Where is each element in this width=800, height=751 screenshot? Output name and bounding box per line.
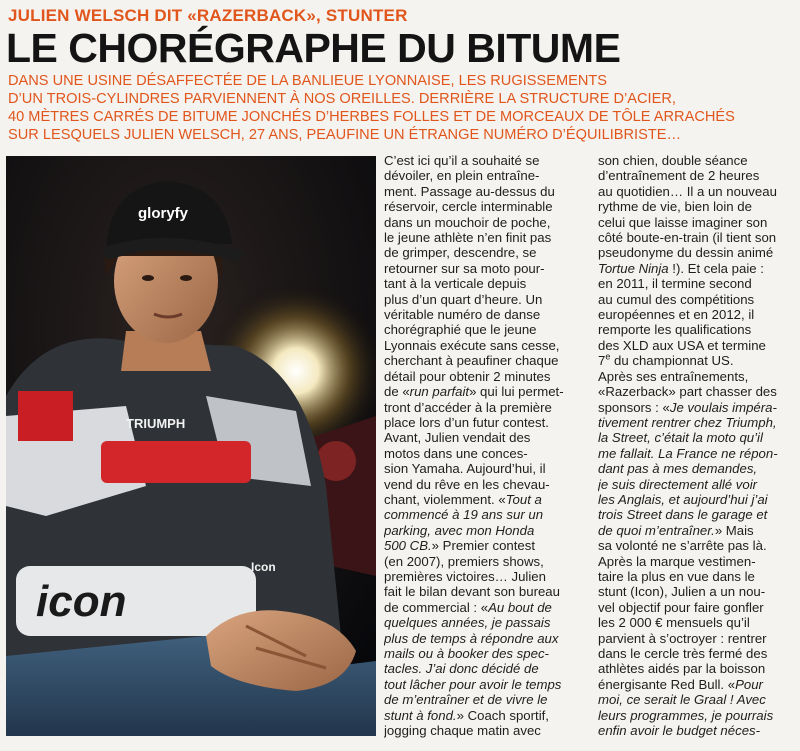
text-line: la Street, c’était la moto qu’il	[598, 430, 763, 446]
text-line: leurs programmes, je pourrais	[598, 707, 774, 723]
text-line: premières victoires… Julien	[384, 568, 546, 584]
text-line: motos dans une conces-	[384, 445, 528, 461]
text-run: du championnat US.	[610, 353, 734, 369]
text-line: enfin avoir le budget néces-	[598, 723, 761, 739]
italic-run: Je voulais impéra-	[669, 399, 777, 415]
standfirst-line: D’UN TROIS-CYLINDRES PARVIENNENT À NOS OREILLES. DERRIÈRE LA STRUCTURE D’ACIER,	[8, 91, 676, 107]
text-line	[598, 523, 794, 538]
text-line: tant à la verticale depuis	[384, 276, 527, 292]
text-line: en 2011, il termine second	[598, 276, 752, 292]
article-photo	[6, 156, 376, 736]
standfirst-line: DANS UNE USINE DÉSAFFECTÉE DE LA BANLIEUE LYONNAISE, LES RUGISSEMENTS	[8, 73, 608, 89]
text-line: de grimper, descendre, se	[384, 245, 537, 261]
text-line	[384, 384, 596, 399]
text-line: plus d’un quart d’heure. Un	[384, 291, 543, 307]
text-line	[384, 492, 596, 507]
text-line: véritable numéro de danse	[384, 307, 541, 323]
text-line: plus de temps à répondre aux	[384, 630, 559, 646]
article-column-1	[384, 153, 596, 738]
text-line: commencé à 19 ans sur un	[384, 507, 544, 523]
sleeve-logo: icon	[36, 577, 127, 626]
text-run: de commercial : «	[384, 599, 489, 615]
text-line: au quotidien… Il a un nouveau	[598, 183, 777, 199]
standfirst-line: 40 MÈTRES CARRÉS DE BITUME JONCHÉS D’HERBES FOLLES ET DE MORCEAUX DE TÔLE ARRACHÉS	[8, 109, 735, 125]
text-line: Avant, Julien vendait des	[384, 430, 531, 446]
text-line: tivement rentrer chez Triumph,	[598, 414, 777, 430]
text-line: dévoiler, en plein entraîne-	[384, 168, 540, 184]
text-run: sponsors : «	[598, 399, 670, 415]
text-line: les 2 000 € mensuels qu’il	[598, 615, 750, 631]
text-line	[384, 538, 596, 553]
text-line: tout lâcher pour avoir le temps	[384, 676, 562, 692]
italic-run: de quoi m’entraîner.	[598, 522, 715, 538]
text-line: vend du rêve en les chevau-	[384, 476, 550, 492]
text-line: trois Street dans le garage et	[598, 507, 768, 523]
text-line: les Anglais, et aujourd’hui j’ai	[598, 491, 768, 507]
text-line: Après ses entraînements,	[598, 368, 749, 384]
text-line	[384, 600, 596, 615]
ordinal-suffix: e	[605, 353, 611, 362]
text-line: tacles. J’ai donc décidé de	[384, 661, 539, 677]
red-graphic	[18, 391, 73, 441]
text-line: sa volonté ne s’arrête pas là.	[598, 538, 767, 554]
text-line: quelques années, je passais	[384, 615, 551, 631]
text-run: de «	[384, 384, 410, 400]
text-line: place lors d’un futur contest.	[384, 414, 549, 430]
text-line: le jeune athlète n’en finit pas	[384, 230, 552, 246]
kicker: JULIEN WELSCH DIT «RAZERBACK», STUNTER	[8, 6, 408, 25]
standfirst	[8, 72, 794, 144]
text-line: taire la plus en vue dans le	[598, 568, 755, 584]
text-run: !). Et cela paie :	[668, 260, 764, 276]
text-line	[384, 708, 596, 723]
text-line	[598, 677, 794, 692]
text-line: athlètes aidés par la boisson	[598, 661, 766, 677]
text-run: » Premier contest	[431, 538, 535, 554]
text-line: dans le cercle très fermé des	[598, 646, 768, 661]
text-line: réservoir, cercle interminable	[384, 199, 553, 215]
text-line: rythme de vie, bien loin de	[598, 199, 752, 215]
italic-run: Au bout de	[488, 599, 552, 615]
eye	[142, 275, 154, 281]
text-line: au cumul des compétitions	[598, 291, 755, 307]
text-line: d’entraînement de 2 heures	[598, 168, 760, 184]
text-line: dant pas à mes demandes,	[598, 461, 758, 477]
text-line: stunt (Icon), Julien a un nou-	[598, 584, 766, 600]
italic-run: stunt à fond.	[384, 707, 457, 723]
text-line: détail pour obtenir 2 minutes	[384, 368, 551, 384]
text-line: parking, avec mon Honda	[384, 522, 535, 538]
eye	[180, 275, 192, 281]
text-line	[598, 400, 794, 415]
text-line: ment. Passage au-dessus du	[384, 183, 555, 199]
text-run: » Coach sportif,	[456, 707, 549, 723]
italic-run: run parfait	[409, 384, 470, 400]
text-line: vel objectif pour faire gonfler	[598, 599, 764, 615]
text-line: côté boute-en-train (il tient son	[598, 230, 777, 246]
text-line: dans un mouchoir de poche,	[384, 214, 551, 230]
text-line: «Razerback» part chasser des	[598, 384, 777, 400]
text-line: celui que laisse imaginer son	[598, 214, 768, 230]
text-line: me fallait. La France ne répon-	[598, 445, 778, 461]
text-line: parvient à s’octroyer : rentrer	[598, 630, 767, 646]
text-line: jogging chaque matin avec	[384, 723, 541, 739]
text-line: mails ou à booker des spec-	[384, 646, 549, 661]
text-line: remporte les qualifications	[598, 322, 752, 338]
sleeve-brand: Icon	[251, 560, 276, 574]
text-run: énergisante Red Bull. «	[598, 676, 736, 692]
text-line: chorégraphié que le jeune	[384, 322, 537, 338]
text-line	[598, 261, 794, 276]
italic-run: 500 CB.	[384, 538, 432, 554]
text-line: de m’entraîner et de vivre le	[384, 692, 548, 708]
text-run: » Mais	[714, 522, 754, 538]
text-line: retourner sur sa moto pour-	[384, 260, 545, 276]
headline: LE CHORÉGRAPHE DU BITUME	[6, 25, 621, 71]
text-line	[598, 353, 794, 368]
text-line: sion Yamaha. Aujourd’hui, il	[384, 461, 546, 477]
red-graphic	[101, 441, 251, 483]
text-line: des XLD aux USA et termine	[598, 337, 766, 353]
text-line: européennes et en 2012, il	[598, 307, 755, 323]
text-run: 7	[598, 353, 606, 369]
text-line: son chien, double séance	[598, 153, 748, 168]
text-line: pseudonyme du dessin animé	[598, 245, 774, 261]
jacket-brand: TRIUMPH	[126, 416, 186, 431]
text-line: fait le bilan devant son bureau	[384, 584, 560, 600]
italic-run: Pour	[735, 676, 763, 692]
cap-logo: gloryfy	[138, 205, 189, 222]
text-run: chant, violemment. «	[384, 491, 506, 507]
text-line: (en 2007), premiers shows,	[384, 553, 544, 569]
article-column-2	[598, 153, 794, 738]
text-line: C’est ici qu’il a souhaité se	[384, 153, 540, 168]
text-line: je suis directement allé voir	[598, 476, 758, 492]
text-run: » qui lui permet-	[469, 384, 564, 400]
italic-run: Tout a	[505, 491, 542, 507]
text-line: Après la marque vestimen-	[598, 553, 756, 569]
text-line: cherchant à peaufiner chaque	[384, 353, 559, 369]
standfirst-line: SUR LESQUELS JULIEN WELSCH, 27 ANS, PEAUFINE UN ÉTRANGE NUMÉRO D’ÉQUILIBRISTE…	[8, 127, 682, 143]
text-line: Lyonnais exécute sans cesse,	[384, 337, 560, 353]
italic-run: Tortue Ninja	[598, 260, 669, 276]
text-line: moi, ce serait le Graal ! Avec	[598, 692, 766, 708]
text-line: tront d’accéder à la première	[384, 399, 552, 415]
